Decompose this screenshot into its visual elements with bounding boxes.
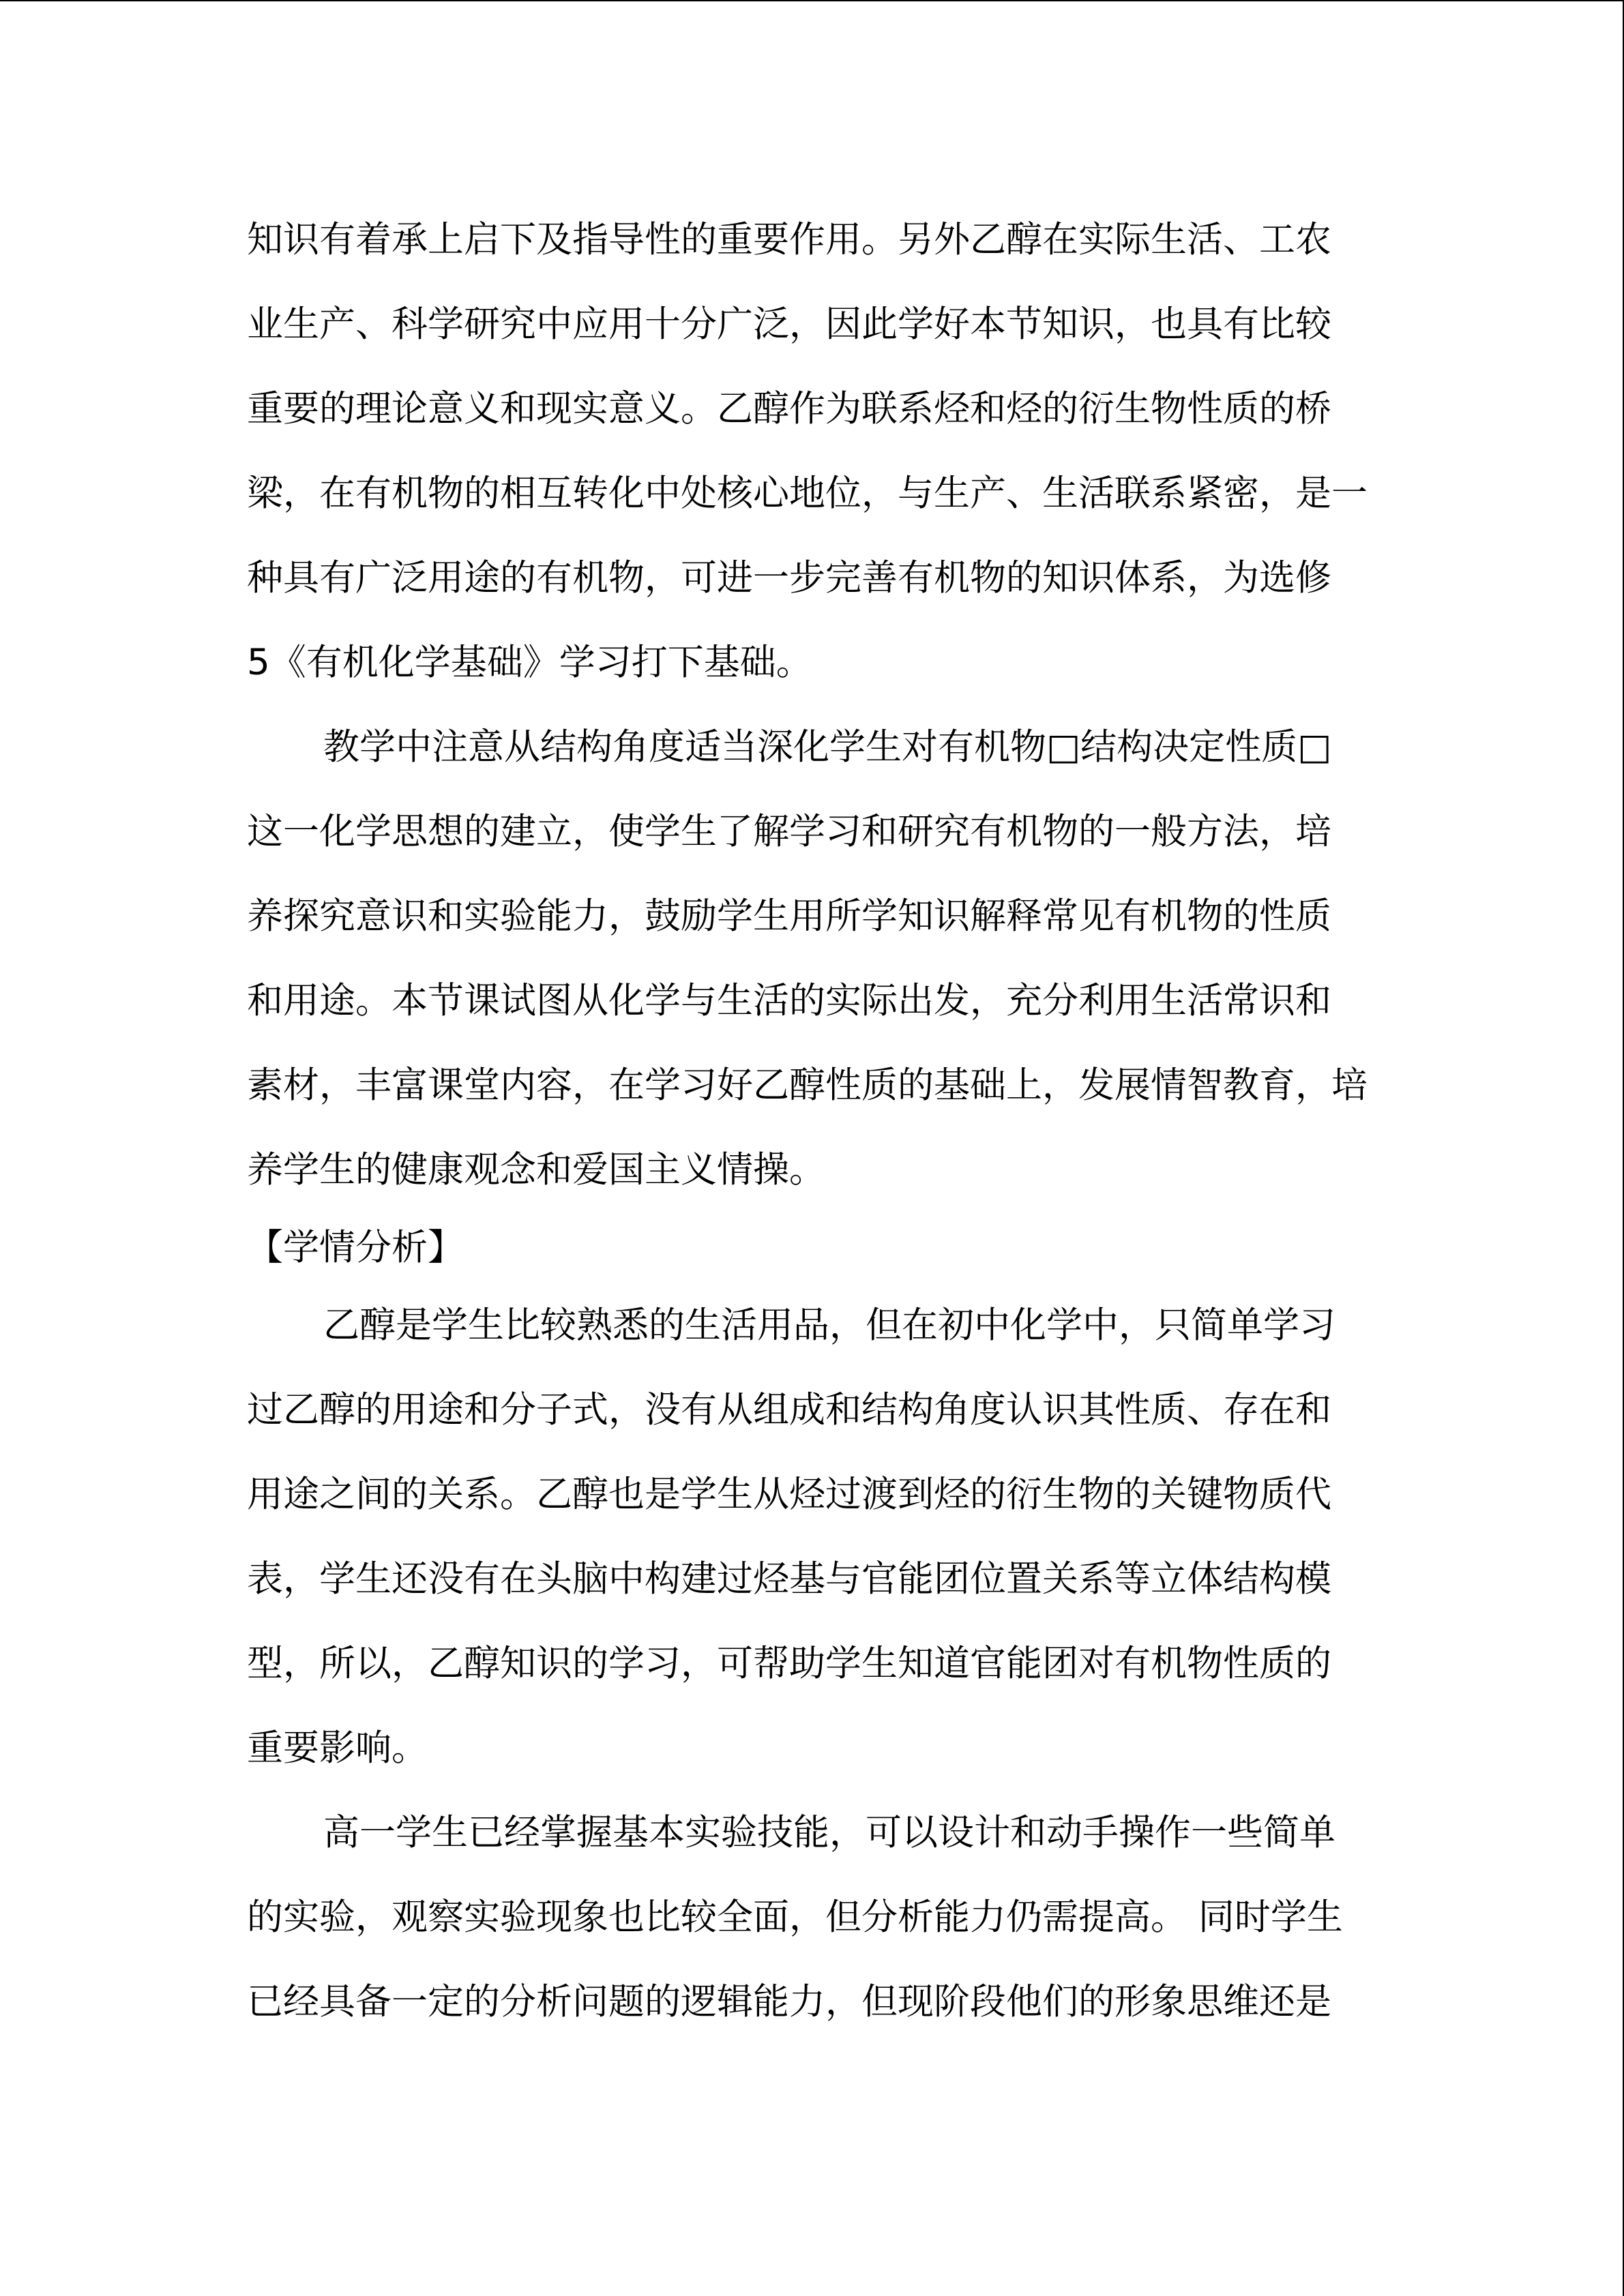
text-line: 养学生的健康观念和爱国主义情操。 <box>247 1149 825 1191</box>
text-line: 业生产、科学研究中应用十分广泛，因此学好本节知识，也具有比较 <box>247 303 1331 345</box>
text-line: 重要影响。 <box>247 1727 428 1769</box>
paragraph-significance <box>247 198 1379 705</box>
text-line: 已经具备一定的分析问题的逻辑能力，但现阶段他们的形象思维还是 <box>247 1981 1331 2023</box>
text-line: 素材，丰富课堂内容，在学习好乙醇性质的基础上，发展情智教育，培 <box>247 1064 1368 1106</box>
paragraph-student-analysis <box>247 1283 1379 1791</box>
paragraph-teaching-focus <box>247 705 1379 1212</box>
text-line: 5《有机化学基础》学习打下基础。 <box>247 642 812 683</box>
text-line: 表，学生还没有在头脑中构建过烃基与官能团位置关系等立体结构模 <box>247 1558 1331 1600</box>
text-line: 高一学生已经掌握基本实验技能，可以设计和动手操作一些简单 <box>323 1812 1335 1853</box>
text-line: 种具有广泛用途的有机物，可进一步完善有机物的知识体系，为选修 <box>247 557 1331 599</box>
text-line: 过乙醇的用途和分子式，没有从组成和结构角度认识其性质、存在和 <box>247 1389 1331 1431</box>
text-line: 教学中注意从结构角度适当深化学生对有机物□结构决定性质□ <box>323 726 1332 768</box>
text-line: 乙醇是学生比较熟悉的生活用品，但在初中化学中，只简单学习 <box>323 1304 1335 1346</box>
text-line: 知识有着承上启下及指导性的重要作用。另外乙醇在实际生活、工农 <box>247 219 1331 260</box>
text-line: 重要的理论意义和现实意义。乙醇作为联系烃和烃的衍生物性质的桥 <box>247 388 1331 430</box>
text-line: 这一化学思想的建立，使学生了解学习和研究有机物的一般方法，培 <box>247 811 1331 852</box>
text-line: 梁，在有机物的相互转化中处核心地位，与生产、生活联系紧密，是一 <box>247 473 1368 514</box>
text-line: 用途之间的关系。乙醇也是学生从烃过渡到烃的衍生物的关键物质代 <box>247 1474 1331 1515</box>
text-line: 养探究意识和实验能力，鼓励学生用所学知识解释常见有机物的性质 <box>247 895 1331 937</box>
text-line: 和用途。本节课试图从化学与生活的实际出发，充分利用生活常识和 <box>247 980 1331 1022</box>
text-line: 的实验，观察实验现象也比较全面，但分析能力仍需提高。 同时学生 <box>247 1896 1343 1938</box>
text-line: 型，所以，乙醇知识的学习，可帮助学生知道官能团对有机物性质的 <box>247 1643 1331 1684</box>
document-body <box>247 198 1379 2044</box>
paragraph-student-skills <box>247 1791 1379 2044</box>
section-heading: 【学情分析】 <box>247 1227 464 1268</box>
